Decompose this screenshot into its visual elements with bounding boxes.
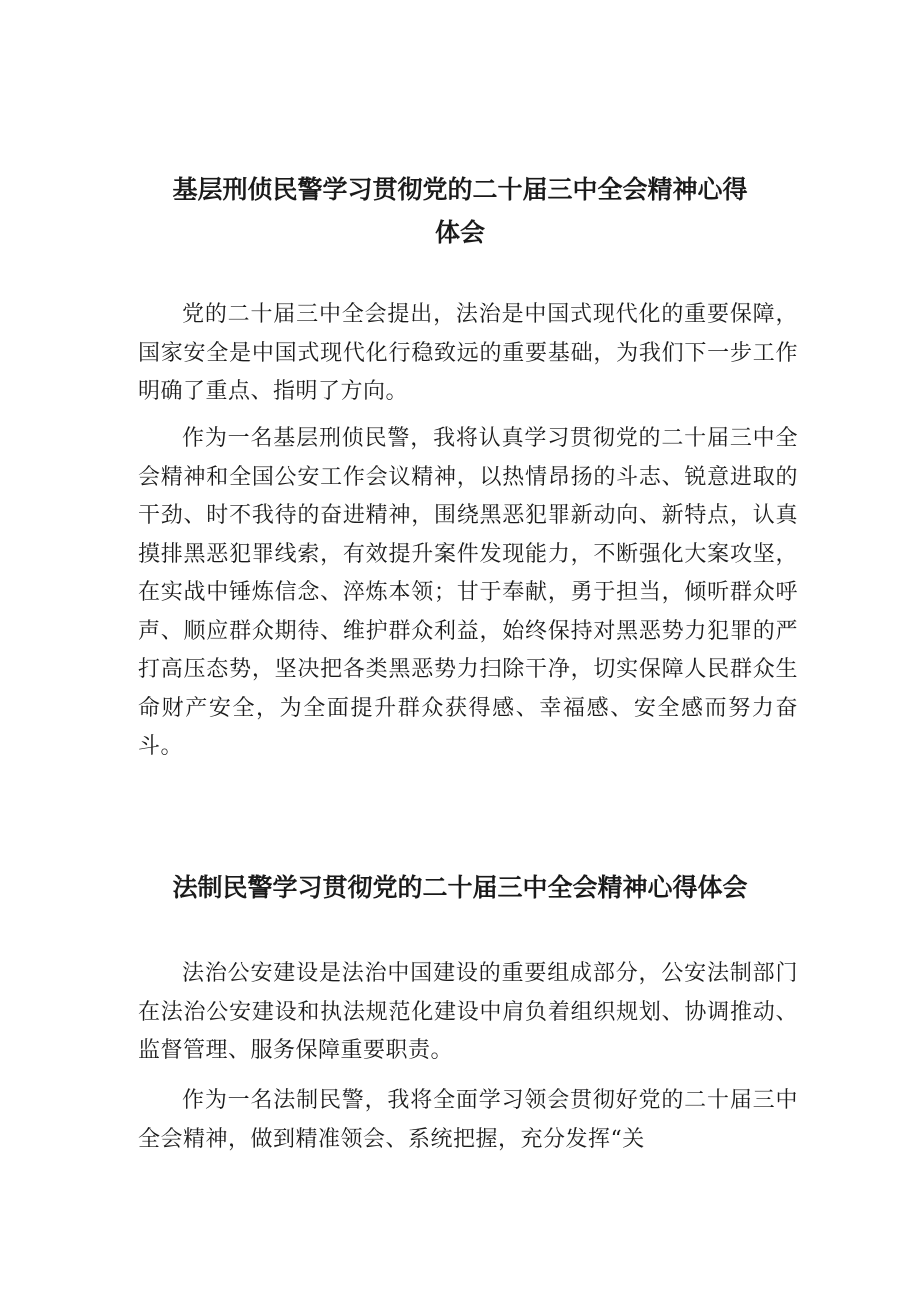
article1-paragraph-1: 党的二十届三中全会提出，法治是中国式现代化的重要保障，国家安全是中国式现代化行稳致远的重要基础，为我们下一步工作明确了重点、指明了方向。	[138, 302, 798, 404]
article2-title: 法制民警学习贯彻党的二十届三中全会精神心得体会	[172, 873, 748, 902]
article2-paragraph-2: 作为一名法制民警，我将全面学习领会贯彻好党的二十届三中全会精神，做到精准领会、系统把握，充分发挥“关	[138, 1088, 798, 1152]
article1-title-line1: 基层刑侦民警学习贯彻党的二十届三中全会精神心得	[172, 175, 748, 204]
article1-title-line2: 体会	[434, 218, 485, 247]
article1-title	[0, 168, 920, 254]
article1-paragraph-2: 作为一名基层刑侦民警，我将认真学习贯彻党的二十届三中全会精神和全国公安工作会议精神，以热情昂扬的斗志、锐意进取的干劲、时不我待的奋进精神，围绕黑恶犯罪新动向、新特点，认真摸排黑恶犯罪线索，有效提升案件发现能力，不断强化大案攻坚，在实战中锤炼信念、淬炼本领；甘于奉献，勇于担当，倾听群众呼声、顺应群众期待、维护群众利益，始终保持对黑恶势力犯罪的严打高压态势，坚决把各类黑恶势力扫除干净，切实保障人民群众生命财产安全，为全面提升群众获得感、幸福感、安全感而努力奋斗。	[138, 426, 798, 759]
article2-paragraph-1: 法治公安建设是法治中国建设的重要组成部分，公安法制部门在法治公安建设和执法规范化建设中肩负着组织规划、协调推动、监督管理、服务保障重要职责。	[138, 961, 798, 1063]
